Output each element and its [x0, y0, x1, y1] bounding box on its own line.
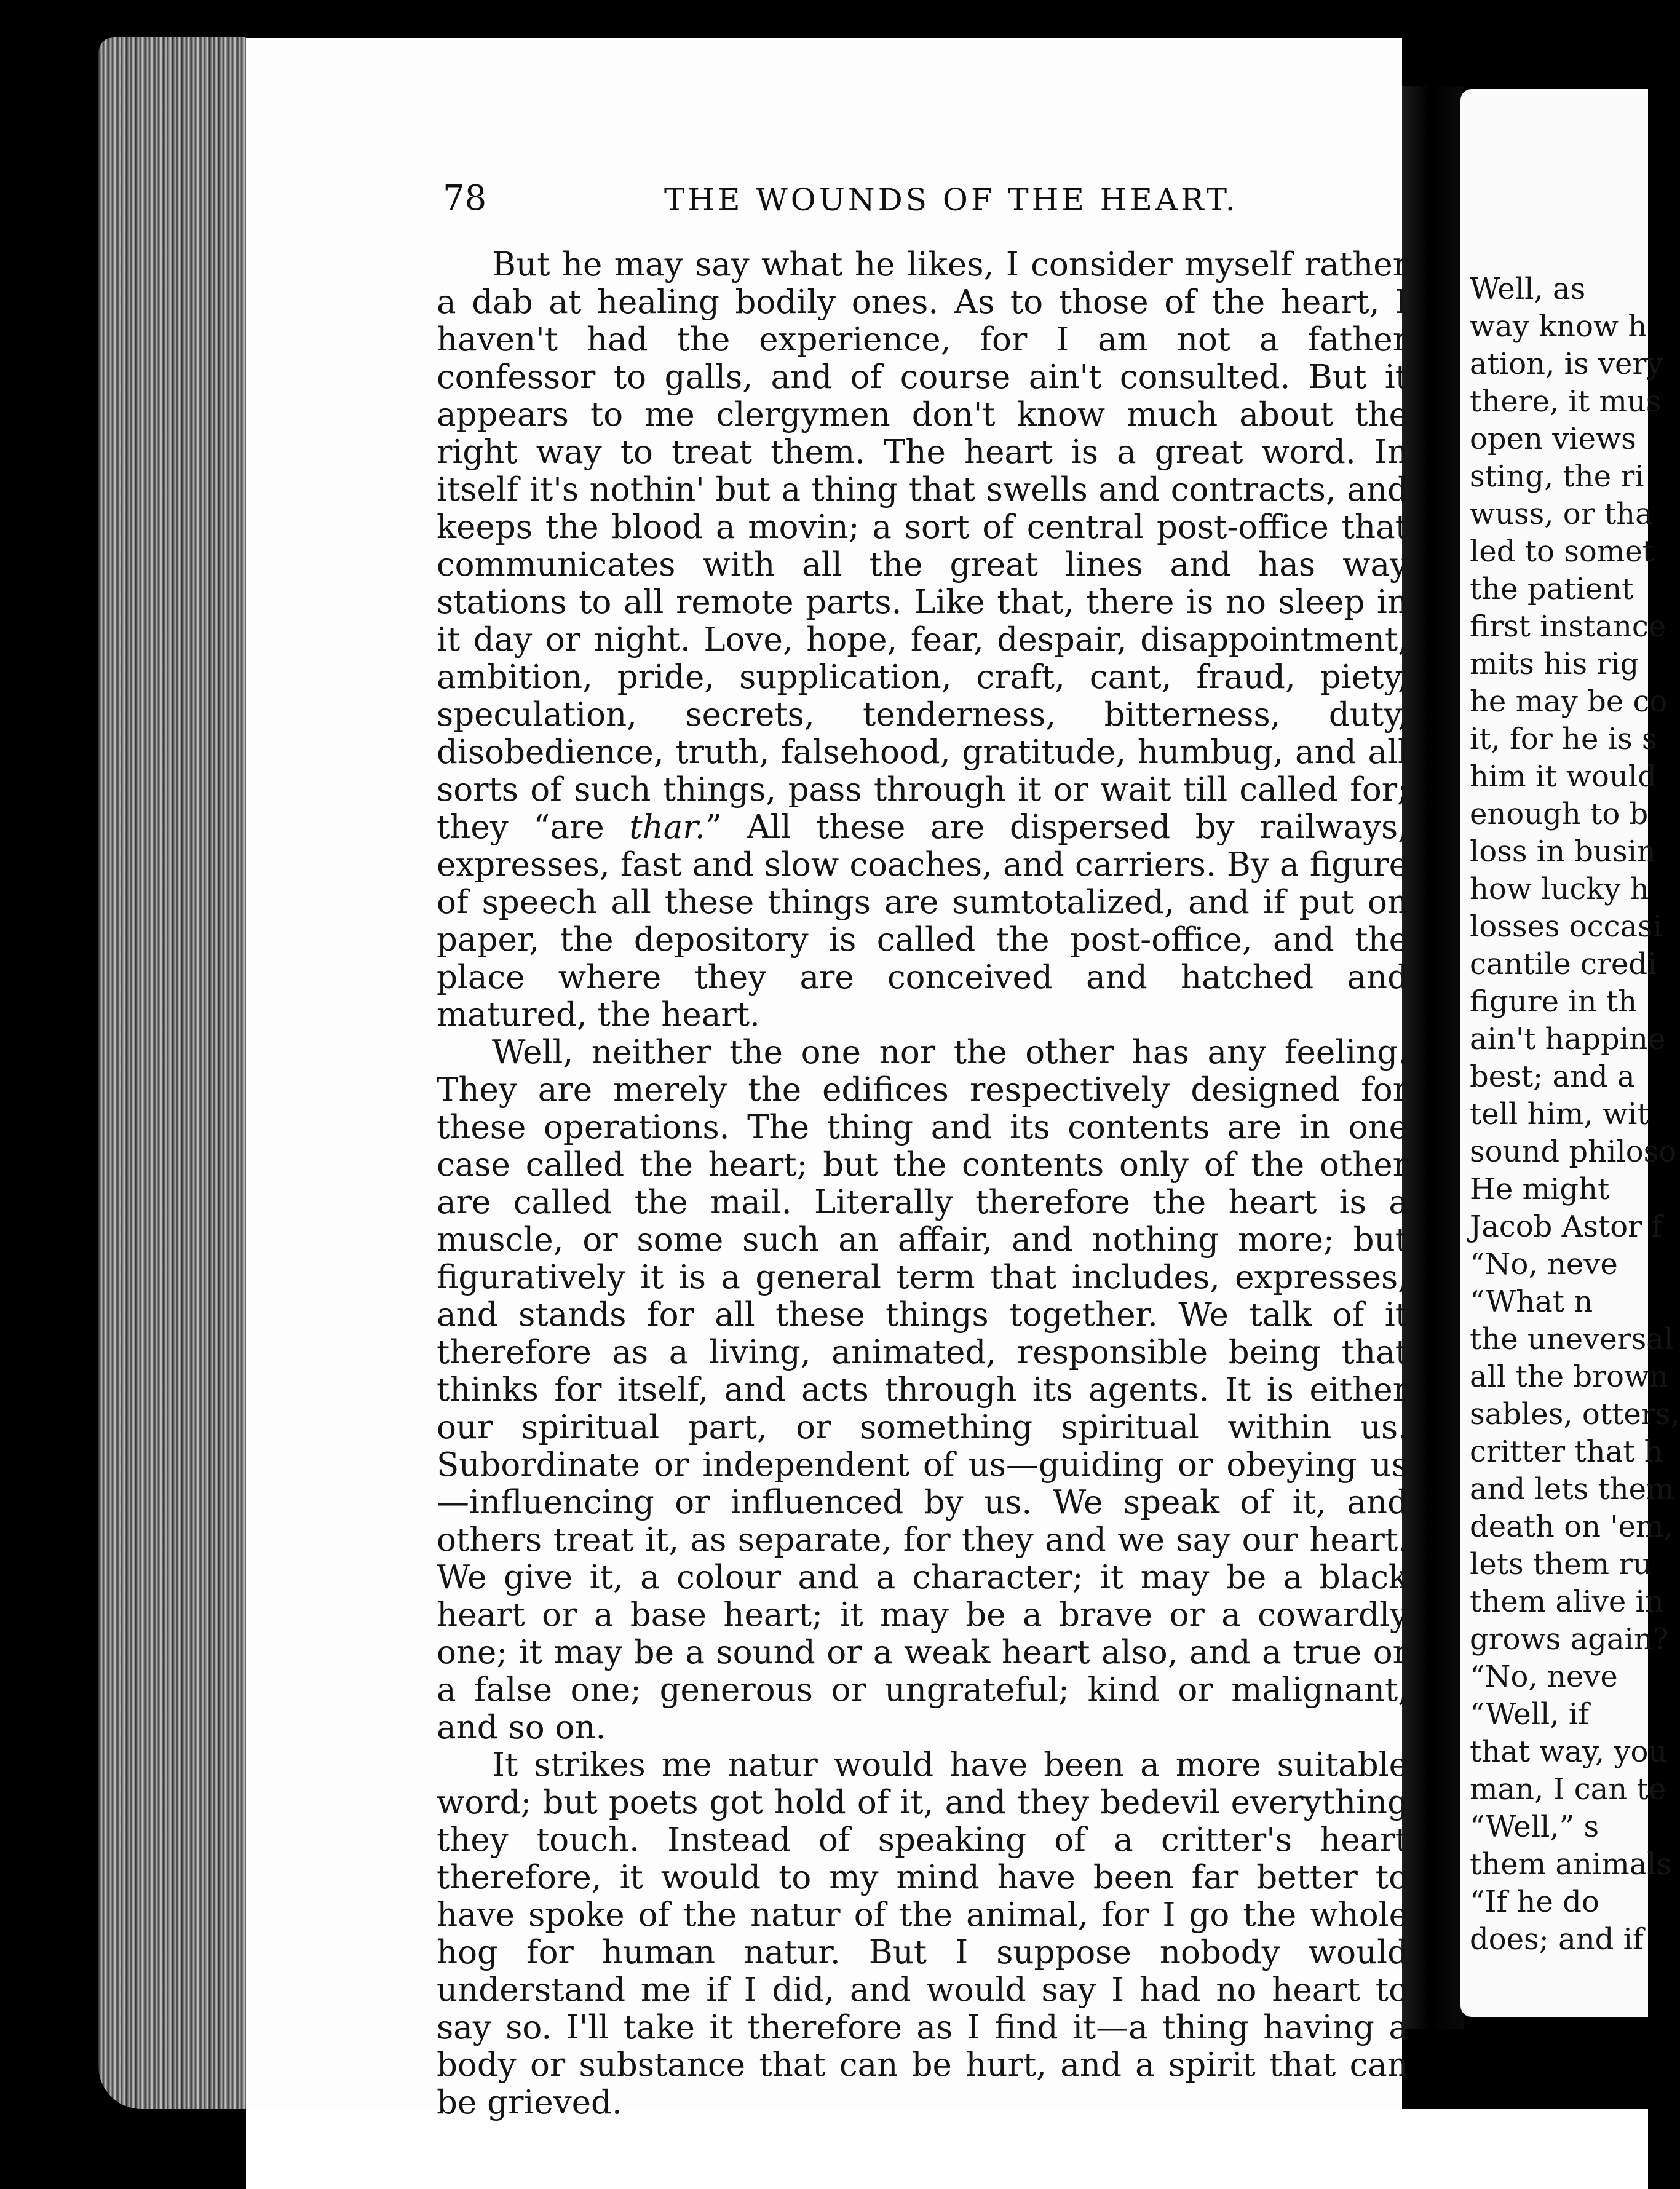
page-number: 78	[443, 178, 487, 218]
facing-page-line: them animals	[1470, 1847, 1672, 1882]
facing-page-line: first instance	[1470, 609, 1666, 644]
facing-page-line: he may be co	[1470, 684, 1668, 719]
body-text	[437, 246, 1408, 2121]
facing-page-line: and lets them	[1470, 1472, 1674, 1506]
facing-page-line: them alive in	[1470, 1585, 1664, 1619]
facing-page-line: wuss, or tha	[1470, 497, 1653, 531]
facing-page-line: open views	[1470, 422, 1636, 456]
paragraph-2: Well, neither the one nor the other has any feeling. They are merely the edifices respectively designed for these operations. The thing and its contents are in one case called the heart; but the contents only of the other are called the mail. Literally therefore the heart is a muscle, or some such an affair, and nothing more; but figuratively it is a general term that includes, expresses, and stands for all these things together. We talk of it therefore as a living, animated, responsible being that thinks for itself, and acts through its agents. It is either our spiritual part, or something spiritual within us. Subordinate or independent of us—guiding or obeying us—influencing or influenced by us. We speak of it, and others treat it, as separate, for they and we say our heart. We give it, a colour and a character; it may be a black heart or a base heart; it may be a brave or a cowardly one; it may be a sound or a weak heart also, and a true or a false one; generous or ungrateful; kind or malignant, and so on.	[437, 1034, 1408, 1746]
facing-page-line: that way, you	[1470, 1735, 1668, 1769]
facing-page-line: sound philoso	[1470, 1134, 1677, 1169]
running-head: THE WOUNDS OF THE HEART.	[664, 182, 1238, 218]
facing-page-line: the uneversal	[1470, 1322, 1674, 1356]
paragraph-1-text: But he may say what he likes, I consider myself rather a dab at healing bodily ones. As to those of the heart, I haven't had the experience, for I am not a father confessor to galls, and of course ain't consulted. But it appears to me clergymen don't know much about the right way to treat them. The heart is a great word. In itself it's nothin' but a thing that swells and contracts, and keeps the blood a movin; a sort of central post-office that communicates with all the great lines and has way stations to all remote parts. Like that, there is no sleep in it day or night. Love, hope, fear, despair, disappointment, ambition, pride, supplication, craft, cant, fraud, piety, speculation, secrets, tenderness, bitterness, duty, disobedience, truth, falsehood, gratitude, humbug, and all sorts of such things, pass through it or wait till called for; they “are	[437, 246, 1408, 846]
facing-page-line: there, it mus	[1470, 384, 1662, 419]
facing-page-line: losses occasi	[1470, 909, 1663, 944]
facing-page-line: “Well, if	[1470, 1697, 1590, 1732]
facing-page-line: ation, is very	[1470, 347, 1663, 381]
facing-page-line: death on 'em,	[1470, 1510, 1673, 1544]
facing-page-line: does; and if	[1470, 1922, 1644, 1957]
paragraph-3: It strikes me natur would have been a more suitable word; but poets got hold of it, and they bedevil everything they touch. Instead of speaking of a critter's heart therefore, it would to my mind have been far better to have spoke of the natur of the animal, for I go the whole hog for human natur. But I suppose nobody would understand me if I did, and would say I had no heart to say so. I'll take it therefore as I find it—a thing having a body or substance that can be hurt, and a spirit that can be grieved.	[437, 1746, 1408, 2121]
facing-page-line: sables, otters,	[1470, 1397, 1680, 1431]
facing-page-line: tell him, wit	[1470, 1097, 1649, 1131]
facing-page-line: best; and a	[1470, 1059, 1635, 1094]
book-page-edges	[98, 37, 246, 2109]
facing-page-line: He might	[1470, 1172, 1610, 1206]
facing-page-line: loss in busin	[1470, 834, 1656, 869]
facing-page-line: Well, as	[1470, 272, 1586, 306]
page-header	[443, 178, 1427, 234]
facing-page-line: “No, neve	[1470, 1660, 1618, 1694]
paragraph-1-italic: thar.	[629, 809, 705, 846]
facing-page-line: “If he do	[1470, 1885, 1599, 1919]
facing-page-line: “No, neve	[1470, 1247, 1618, 1281]
facing-page-line: all the brown	[1470, 1360, 1669, 1394]
facing-page-line: “What n	[1470, 1285, 1593, 1319]
facing-page-line: critter that h	[1470, 1435, 1663, 1469]
facing-page-line: “Well,” s	[1470, 1810, 1599, 1844]
facing-page-line: how lucky h	[1470, 872, 1649, 906]
book-gutter	[1402, 86, 1464, 2029]
scan-left-border	[0, 0, 98, 2189]
facing-page-line: figure in th	[1470, 984, 1637, 1019]
facing-page-line: lets them ru	[1470, 1547, 1652, 1581]
facing-page-line: mits his rig	[1470, 647, 1639, 681]
facing-page-line: him it would	[1470, 759, 1657, 794]
facing-page-line: way know h	[1470, 309, 1647, 344]
facing-page-line: ain't happine	[1470, 1022, 1666, 1056]
paragraph-1-end: ” All these are dispersed by railways, expresses, fast and slow coaches, and carriers. By a figure of speech all these things are sumtotalized, and if put on paper, the depository is called the post-office, and the place where they are conceived and hatched and matured, the heart.	[437, 809, 1408, 1034]
facing-page-line: it, for he is s	[1470, 722, 1657, 756]
facing-page-line: man, I can te	[1470, 1772, 1666, 1807]
facing-page-line: Jacob Astor f	[1470, 1209, 1663, 1244]
facing-page-line: sting, the ri	[1470, 459, 1644, 494]
facing-page-line: grows again?	[1470, 1622, 1669, 1657]
facing-page-line: led to somet	[1470, 534, 1654, 569]
facing-page-line: enough to b	[1470, 797, 1649, 831]
facing-page-text	[1470, 271, 1680, 1958]
facing-page-line: the patient	[1470, 572, 1634, 606]
facing-page-line: cantile credi	[1470, 947, 1657, 981]
paragraph-1	[437, 246, 1408, 1034]
scan-top-border	[0, 0, 1648, 38]
